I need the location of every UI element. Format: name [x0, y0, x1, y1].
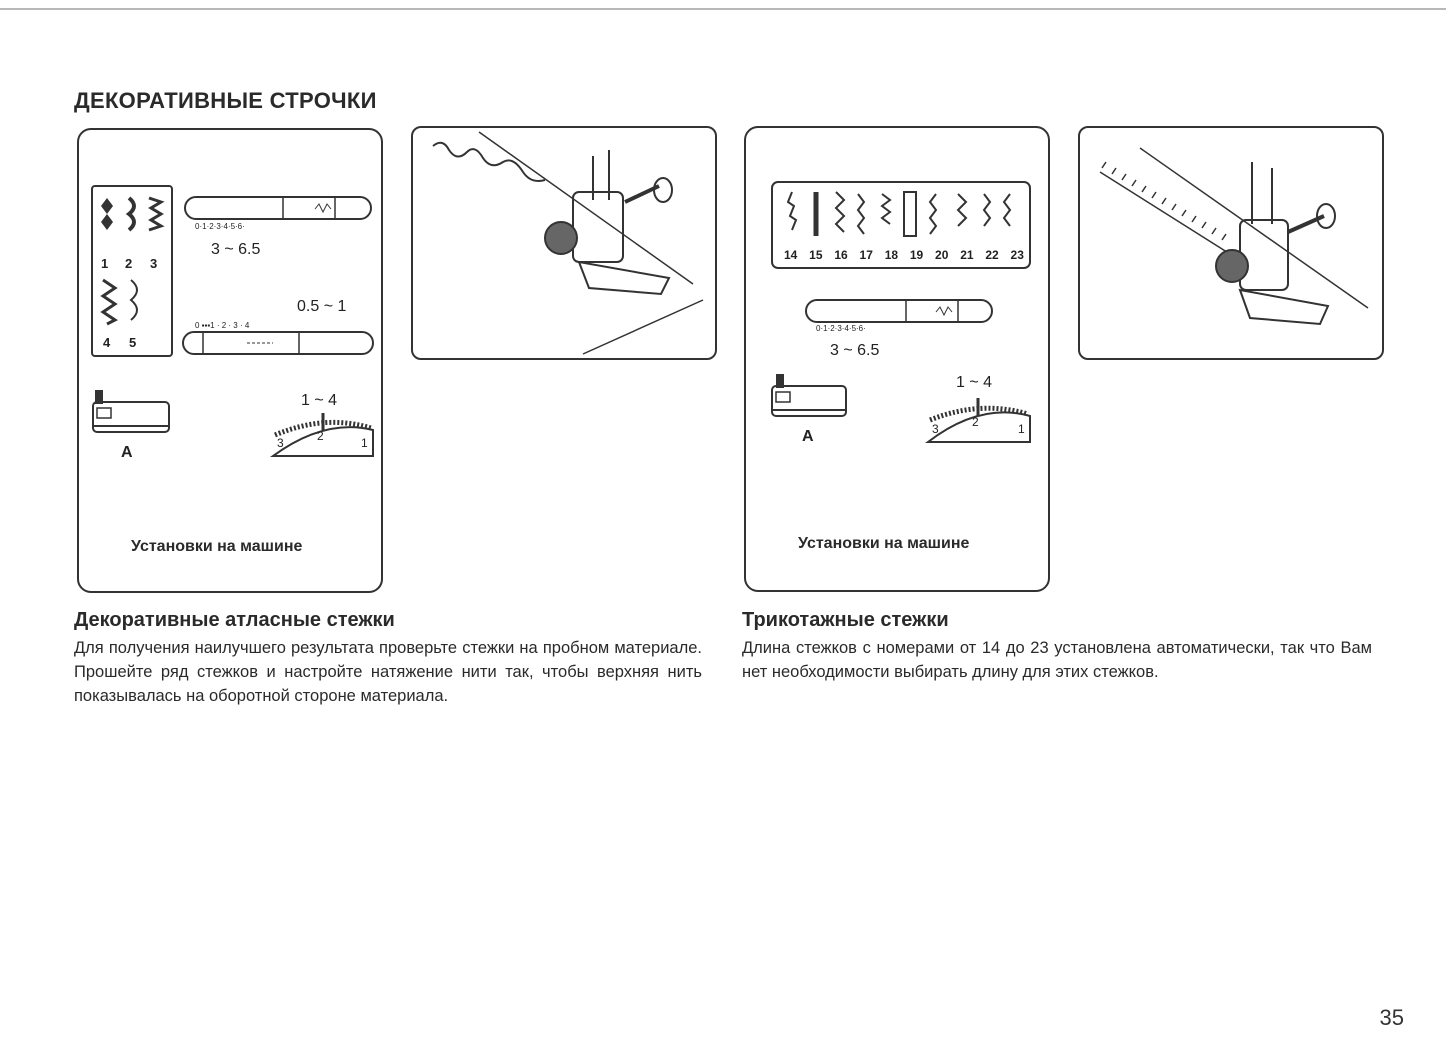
- pattern-number: 3: [150, 256, 158, 271]
- pattern-number: 20: [935, 248, 949, 262]
- page-number: 35: [1379, 1005, 1404, 1030]
- width-scale: 0·1·2·3·4·5·6·: [816, 324, 866, 333]
- pattern-number: 17: [859, 248, 873, 262]
- satin-foot-drawing: [413, 128, 719, 362]
- dial-mark: 1: [1018, 422, 1025, 436]
- settings-label: Установки на машине: [798, 535, 970, 552]
- dial-mark: 2: [317, 429, 324, 443]
- knit-foot-drawing: [1080, 128, 1386, 362]
- width-scale: 0·1·2·3·4·5·6·: [195, 222, 245, 231]
- knit-settings-illustration: [746, 128, 1052, 594]
- presser-foot-label: A: [121, 444, 133, 461]
- dial-mark: 3: [932, 422, 939, 436]
- pattern-number: 5: [129, 335, 137, 350]
- pattern-number: 23: [1010, 248, 1024, 262]
- satin-settings-illustration: [79, 130, 385, 595]
- knit-section-title: Трикотажные стежки: [742, 609, 949, 631]
- pattern-number: 2: [125, 256, 133, 271]
- pattern-number: 1: [101, 256, 109, 271]
- dial-mark: 2: [972, 415, 979, 429]
- pattern-number: 4: [103, 335, 111, 350]
- pattern-number-row: [784, 248, 1024, 262]
- presser-foot-label: A: [802, 428, 814, 445]
- tension-range: 1 ~ 4: [301, 392, 338, 409]
- knit-sewing-illustration: [1078, 126, 1384, 360]
- pattern-number: 15: [809, 248, 823, 262]
- pattern-number: 16: [834, 248, 848, 262]
- length-range: 0.5 ~ 1: [297, 298, 347, 315]
- width-range: 3 ~ 6.5: [211, 241, 261, 258]
- knit-settings-panel: [744, 126, 1050, 592]
- satin-section-text: Для получения наилучшего результата проверьте стежки на пробном материале. Прошейте ряд стежков и настройте натяжение нити так, чтобы верхняя нить показывалась на оборотной стороне материала.: [74, 639, 702, 705]
- satin-settings-panel: [77, 128, 383, 593]
- pattern-number: 14: [784, 248, 798, 262]
- tension-range: 1 ~ 4: [956, 374, 993, 391]
- pattern-number: 21: [960, 248, 974, 262]
- settings-label: Установки на машине: [131, 538, 303, 555]
- dial-mark: 3: [277, 436, 284, 450]
- pattern-number: 22: [985, 248, 999, 262]
- length-scale: 0 ▪▪▪1 · 2 · 3 · 4: [195, 321, 250, 330]
- presser-foot-icon: [772, 374, 846, 416]
- satin-sewing-illustration: [411, 126, 717, 360]
- width-range: 3 ~ 6.5: [830, 342, 880, 359]
- presser-foot-icon: [93, 390, 169, 432]
- satin-section-title: Декоративные атласные стежки: [74, 609, 395, 631]
- page-title: ДЕКОРАТИВНЫЕ СТРОЧКИ: [74, 88, 377, 113]
- dial-mark: 1: [361, 436, 368, 450]
- top-rule: [0, 8, 1446, 10]
- knit-section-text: Длина стежков с номерами от 14 до 23 установлена автоматически, так что Вам нет необходимости выбирать длину для этих стежков.: [742, 639, 1372, 681]
- pattern-number: 19: [909, 248, 924, 262]
- tension-dial-icon: [928, 398, 1030, 442]
- pattern-number: 18: [884, 248, 899, 262]
